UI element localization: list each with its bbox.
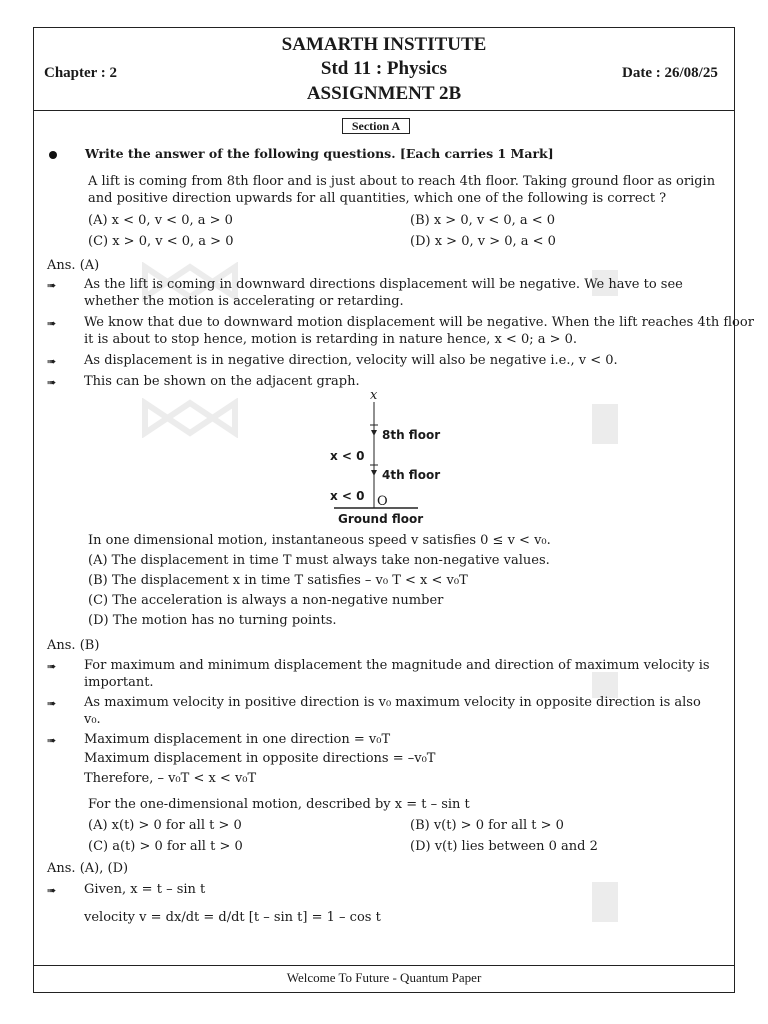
q2-explanation-2a: As maximum velocity in positive direction is v₀ maximum velocity in opposite direction is also: [84, 695, 701, 710]
arrow-bullet-icon: ➠: [47, 376, 57, 389]
q2-explanation-3b: Maximum displacement in opposite directions = –v₀T: [84, 751, 436, 766]
section-label: Section A: [342, 118, 410, 134]
q3-given: Given, x = t – sin t: [84, 882, 206, 897]
q2-option-a: (A) The displacement in time T must always take non-negative values.: [88, 553, 550, 568]
diagram-floor4-label: 4th floor: [382, 468, 441, 482]
subject-title: Std 11 : Physics: [320, 58, 448, 79]
diagram-axis-label: x: [370, 388, 378, 403]
arrow-bullet-icon: ➠: [47, 734, 57, 747]
watermark-logo: [590, 880, 620, 924]
q1-explanation-2a: We know that due to downward motion displacement will be negative. When the lift reaches 4th floor: [84, 315, 754, 330]
q3-option-a: (A) x(t) > 0 for all t > 0: [88, 818, 242, 833]
diagram-floor8-label: 8th floor: [382, 428, 441, 442]
q1-explanation-1a: As the lift is coming in downward directions displacement will be negative. We have to see: [84, 277, 683, 292]
q1-explanation-4: This can be shown on the adjacent graph.: [84, 374, 360, 389]
q1-option-a: (A) x < 0, v < 0, a > 0: [88, 213, 233, 228]
q2-answer: Ans. (B): [47, 638, 100, 653]
q1-explanation-2b: it is about to stop hence, motion is retarding in nature hence, x < 0; a > 0.: [84, 332, 578, 347]
footer-text: Welcome To Future - Quantum Paper: [286, 970, 482, 985]
footer-divider: [33, 965, 735, 966]
q1-stem-line1: A lift is coming from 8th floor and is just about to reach 4th floor. Taking ground floor as origin: [88, 174, 716, 189]
q3-option-c: (C) a(t) > 0 for all t > 0: [88, 839, 243, 854]
institute-title: SAMARTH INSTITUTE: [281, 34, 487, 55]
q2-explanation-3c: Therefore, – v₀T < x < v₀T: [84, 771, 257, 786]
arrow-bullet-icon: ➠: [47, 279, 57, 292]
arrow-bullet-icon: ➠: [47, 355, 57, 368]
instruction-text: Write the answer of the following questions. [Each carries 1 Mark]: [85, 146, 554, 161]
q1-option-c: (C) x > 0, v < 0, a > 0: [88, 234, 234, 249]
diagram-ground-label: Ground floor: [338, 512, 424, 526]
q2-explanation-3a: Maximum displacement in one direction = v₀T: [84, 732, 391, 747]
diagram-xneg-label-upper: x < 0: [330, 449, 365, 463]
assignment-title: ASSIGNMENT 2B: [306, 83, 462, 104]
header-divider: [33, 110, 735, 111]
q2-option-d: (D) The motion has no turning points.: [88, 613, 337, 628]
q1-option-d: (D) x > 0, v > 0, a < 0: [410, 234, 556, 249]
q2-stem: In one dimensional motion, instantaneous speed v satisfies 0 ≤ v < v₀.: [88, 533, 551, 548]
bullet-icon: [49, 151, 57, 159]
q3-option-b: (B) v(t) > 0 for all t > 0: [410, 818, 564, 833]
q1-explanation-3: As displacement is in negative direction, velocity will also be negative i.e., v < 0.: [84, 353, 618, 368]
chapter-label: Chapter : 2: [44, 65, 118, 81]
q3-velocity: velocity v = dx/dt = d/dt [t – sin t] = 1 – cos t: [84, 910, 381, 925]
floor-diagram: [300, 388, 440, 512]
diagram-xneg-label-lower: x < 0: [330, 489, 365, 503]
arrow-bullet-icon: ➠: [47, 660, 57, 673]
q1-answer: Ans. (A): [47, 258, 100, 273]
q2-explanation-2b: v₀.: [84, 712, 101, 727]
date-label: Date : 26/08/25: [622, 65, 718, 81]
q2-option-b: (B) The displacement x in time T satisfies – v₀ T < x < v₀T: [88, 573, 468, 588]
arrow-bullet-icon: ➠: [47, 697, 57, 710]
watermark-logo: [590, 402, 620, 446]
q1-stem-line2: and positive direction upwards for all quantities, which one of the following is correct ?: [88, 191, 667, 206]
q2-explanation-1a: For maximum and minimum displacement the magnitude and direction of maximum velocity is: [84, 658, 710, 673]
diagram-origin-label: O: [377, 494, 388, 509]
q1-explanation-1b: whether the motion is accelerating or retarding.: [84, 294, 404, 309]
q3-stem: For the one-dimensional motion, described by x = t – sin t: [88, 797, 470, 812]
q2-explanation-1b: important.: [84, 675, 154, 690]
arrow-bullet-icon: ➠: [47, 317, 57, 330]
watermark-logo: [140, 398, 240, 438]
q3-option-d: (D) v(t) lies between 0 and 2: [410, 839, 598, 854]
q1-option-b: (B) x > 0, v < 0, a < 0: [410, 213, 556, 228]
q2-option-c: (C) The acceleration is always a non-negative number: [88, 593, 444, 608]
arrow-bullet-icon: ➠: [47, 884, 57, 897]
q3-answer: Ans. (A), (D): [47, 861, 129, 876]
